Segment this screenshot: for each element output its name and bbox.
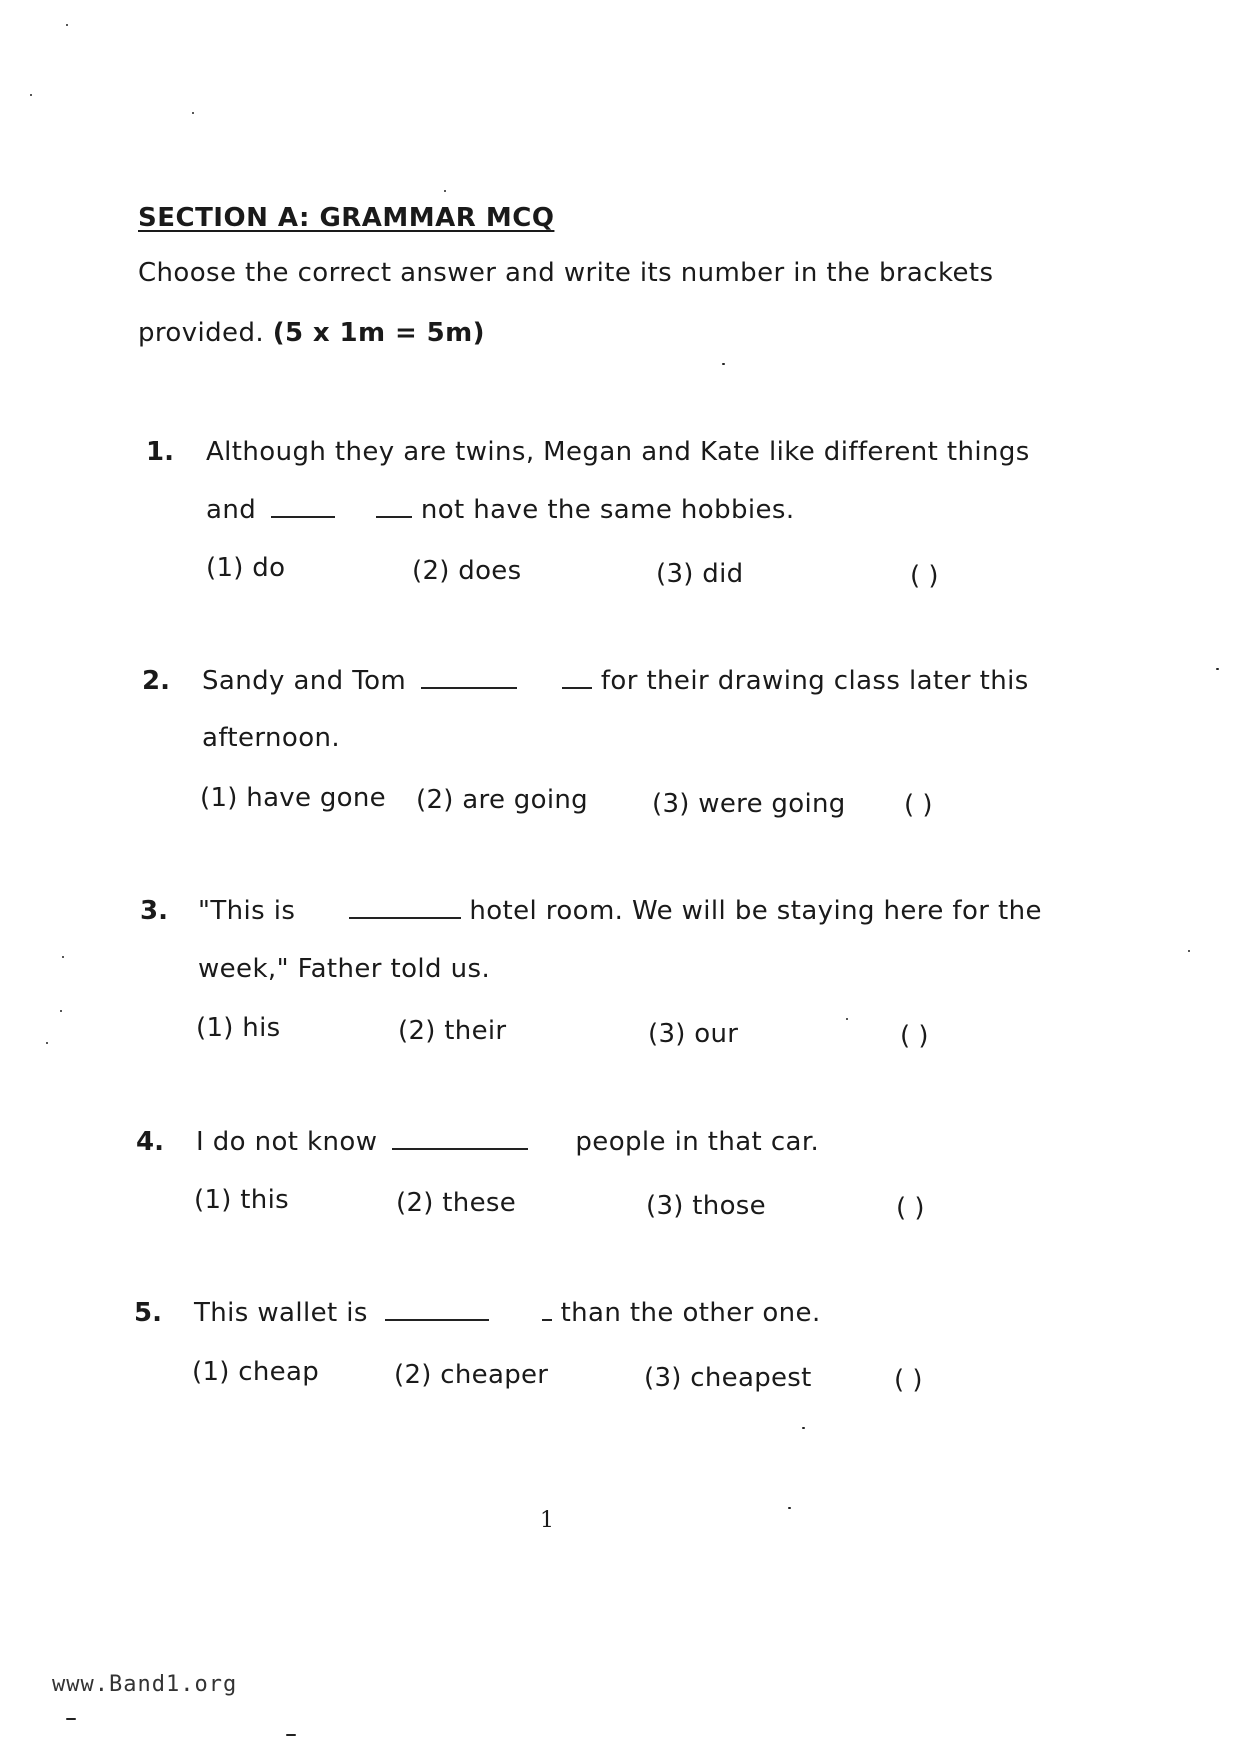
question-text-pre: "This is xyxy=(198,896,296,926)
question-text-post: than the other one. xyxy=(560,1298,821,1328)
answer-brackets[interactable]: ( ) xyxy=(894,1365,923,1395)
option-2: (2) these xyxy=(396,1188,517,1218)
scan-speck xyxy=(46,1042,48,1044)
question-text-pre: and xyxy=(206,495,257,525)
option-3: (3) cheapest xyxy=(644,1363,812,1393)
scan-speck xyxy=(788,1507,791,1509)
answer-brackets[interactable]: ( ) xyxy=(900,1021,929,1051)
scan-speck xyxy=(30,94,32,96)
question-text-line-2 xyxy=(206,495,795,525)
instructions-line-2 xyxy=(138,318,485,348)
answer-brackets[interactable]: ( ) xyxy=(910,561,939,591)
question-text-line-2: afternoon. xyxy=(202,723,341,753)
question-text-pre: I do not know xyxy=(196,1127,378,1157)
scan-speck xyxy=(722,363,725,365)
instructions-line-1: Choose the correct answer and write its number in the brackets xyxy=(138,258,994,288)
question-text-post: not have the same hobbies. xyxy=(420,495,795,525)
scan-speck xyxy=(802,1427,805,1429)
option-2: (2) does xyxy=(412,556,522,586)
option-2: (2) cheaper xyxy=(394,1360,549,1390)
option-3: (3) those xyxy=(646,1191,766,1221)
question-text-post: for their drawing class later this xyxy=(600,666,1029,696)
question-number: 5. xyxy=(134,1298,162,1328)
footer-url: www.Band1.org xyxy=(52,1672,238,1697)
option-1: (1) have gone xyxy=(200,783,386,813)
scan-speck xyxy=(286,1734,296,1736)
marks-allocation: (5 x 1m = 5m) xyxy=(272,318,485,348)
answer-blank-part xyxy=(376,496,412,518)
question-number: 3. xyxy=(140,896,168,926)
answer-blank xyxy=(385,1299,489,1321)
scan-speck xyxy=(66,24,68,26)
option-1: (1) do xyxy=(206,553,286,583)
option-3: (3) were going xyxy=(652,789,846,819)
question-text-line-1 xyxy=(202,666,1029,696)
question-text-pre: This wallet is xyxy=(194,1298,368,1328)
question-text-line-1 xyxy=(198,896,1042,926)
option-3: (3) our xyxy=(648,1019,739,1049)
scan-speck xyxy=(846,1018,848,1020)
scan-speck xyxy=(62,956,64,958)
option-1: (1) his xyxy=(196,1013,281,1043)
question-text-line-1 xyxy=(194,1298,821,1328)
question-text-line-2: week," Father told us. xyxy=(198,954,491,984)
answer-blank xyxy=(421,667,517,689)
instructions-text: provided. xyxy=(138,318,273,348)
scan-speck xyxy=(1188,950,1190,952)
option-2: (2) are going xyxy=(416,785,588,815)
answer-blank-part xyxy=(542,1299,552,1321)
answer-blank xyxy=(349,897,461,919)
scan-speck xyxy=(1216,668,1219,670)
question-text-line-1 xyxy=(196,1127,819,1157)
answer-blank-part xyxy=(562,667,592,689)
question-number: 2. xyxy=(142,666,170,696)
section-title: SECTION A: GRAMMAR MCQ xyxy=(138,203,555,233)
question-text-pre: Sandy and Tom xyxy=(202,666,407,696)
question-number: 4. xyxy=(136,1127,164,1157)
option-1: (1) this xyxy=(194,1185,289,1215)
scan-speck xyxy=(444,190,446,192)
answer-blank xyxy=(392,1128,528,1150)
question-text-post: hotel room. We will be staying here for the xyxy=(469,896,1042,926)
answer-brackets[interactable]: ( ) xyxy=(896,1193,925,1223)
page-number: 1 xyxy=(540,1508,554,1533)
scan-speck xyxy=(192,112,194,114)
scan-speck xyxy=(60,1010,62,1012)
question-text-post: people in that car. xyxy=(575,1127,820,1157)
option-1: (1) cheap xyxy=(192,1357,319,1387)
question-text-line-1: Although they are twins, Megan and Kate like different things xyxy=(206,437,1030,467)
question-number: 1. xyxy=(146,437,174,467)
option-2: (2) their xyxy=(398,1016,507,1046)
answer-blank xyxy=(271,496,335,518)
scan-speck xyxy=(66,1718,76,1720)
answer-brackets[interactable]: ( ) xyxy=(904,790,933,820)
option-3: (3) did xyxy=(656,559,744,589)
